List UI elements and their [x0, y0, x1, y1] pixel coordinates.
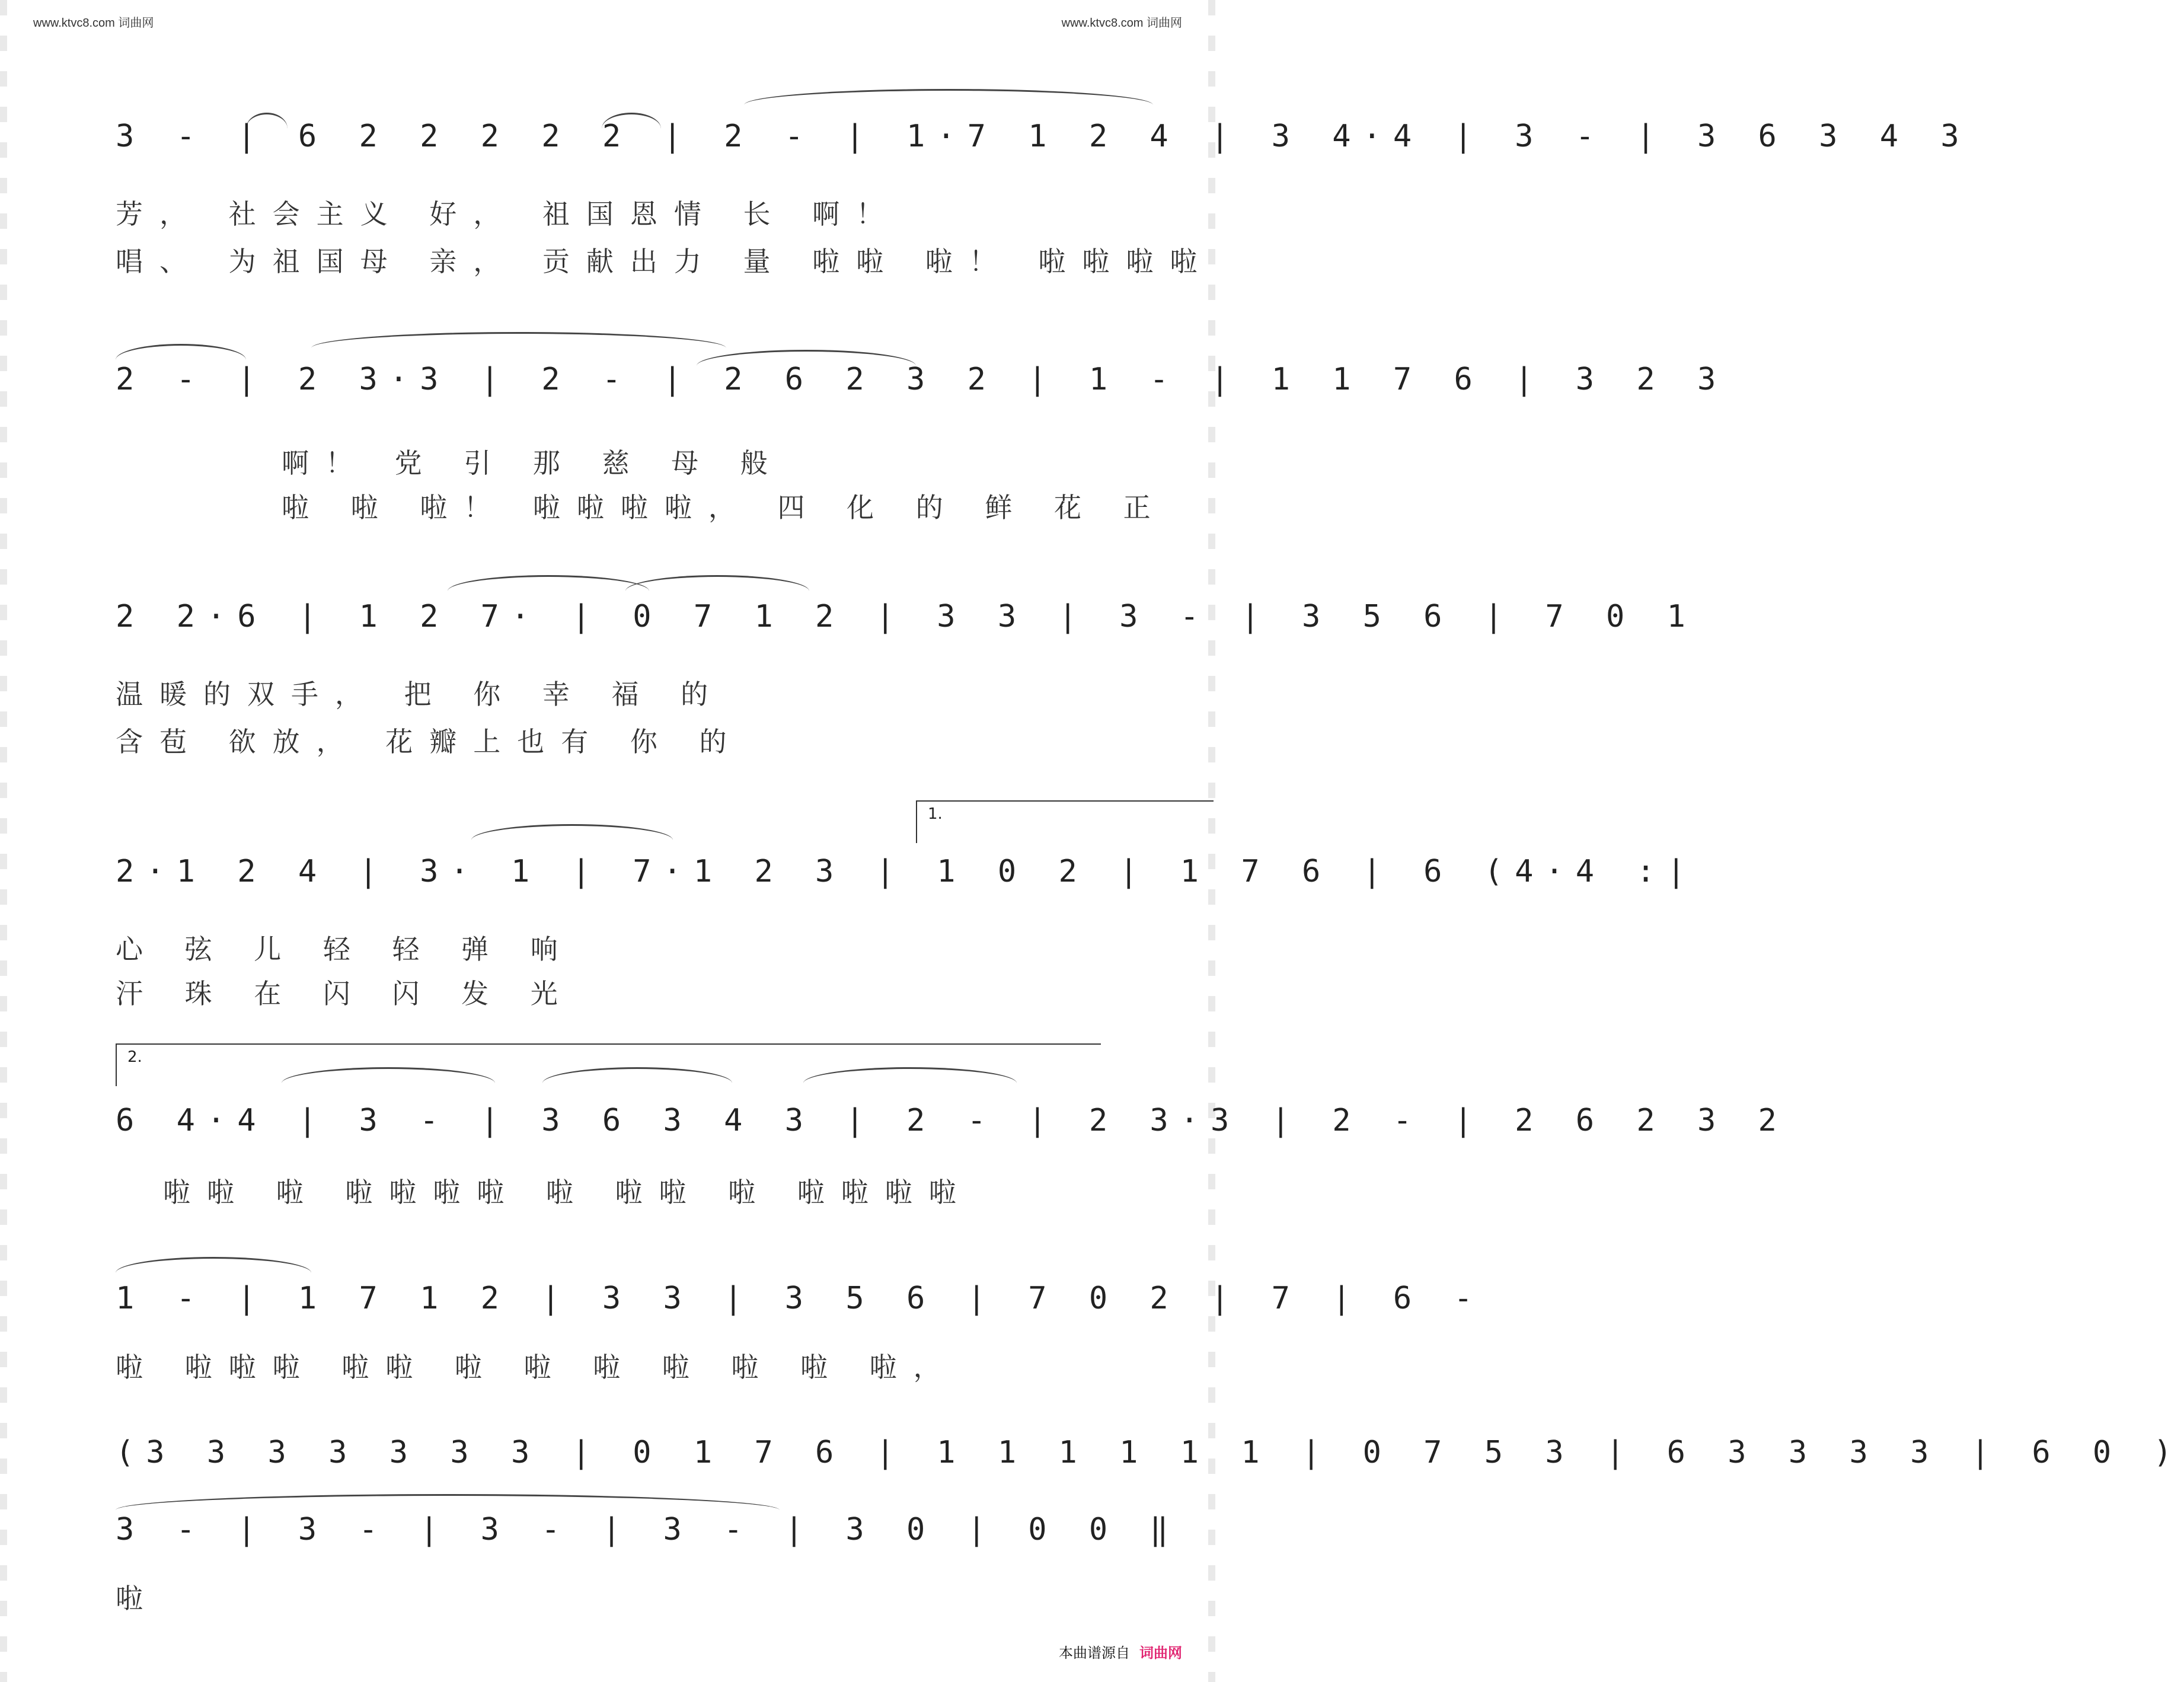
volta-label: 2. — [127, 1048, 142, 1066]
notation-line: 3 - | 3 - | 3 - | 3 - | 3 0 | 0 0 ‖ — [116, 1512, 1180, 1547]
lyric-verse-1: 温暖的双手， 把 你 幸 福 的 — [116, 678, 725, 710]
notation-line: 2 - | 2 3·3 | 2 - | 2 6 2 3 2 | 1 - | 1 1 7 6 | 3 2 3 — [116, 362, 1728, 397]
score-system-2 — [116, 332, 1728, 528]
header-site-left: www.ktvc8.com 词曲网 — [33, 17, 154, 30]
notation-line: 2 2·6 | 1 2 7· | 0 7 1 2 | 3 3 | 3 - | 3 5 6 | 7 0 1 — [116, 599, 1697, 634]
score-system-3 — [116, 569, 1697, 765]
notation-line: (3 3 3 3 3 3 3 | 0 1 7 6 | 1 1 1 1 1 1 | 0 7 5 3 | 6 3 3 3 3 | 6 0 ) — [116, 1435, 2184, 1470]
footer-brand-link[interactable]: 词曲网 — [1139, 1645, 1182, 1661]
slur — [116, 1257, 311, 1273]
volta-label: 1. — [928, 805, 943, 823]
notation-line: 6 4·4 | 3 - | 3 6 3 4 3 | 2 - | 2 3·3 | 2 - | 2 6 2 3 2 — [116, 1103, 1789, 1138]
left-watermark-strip — [0, 0, 7, 1682]
slur — [116, 344, 246, 360]
lyric-verse-2: 含苞 欲放， 花瓣上也有 你 的 — [116, 726, 743, 758]
score-system-4 — [116, 800, 1697, 1014]
volta-bracket — [916, 800, 1214, 843]
slur — [116, 1494, 780, 1510]
lyric-verse-1: 芳， 社会主义 好， 祖国恩情 长 啊！ — [116, 198, 901, 230]
notation-line: 2·1 2 4 | 3· 1 | 7·1 2 3 | 1 0 2 | 1 7 6 | 6 (4·4 :| — [116, 854, 1697, 889]
slur — [311, 332, 726, 348]
footer-source-label: 本曲谱源自 — [1059, 1645, 1130, 1661]
notation-line: 3 - | 6 2 2 2 2 2 | 2 - | 1·7 1 2 4 | 3 4·4 | 3 - | 3 6 3 4 3 — [116, 119, 1971, 154]
header-site-right: www.ktvc8.com 词曲网 — [1061, 17, 1182, 30]
score-system-5 — [116, 1043, 1789, 1221]
slur — [448, 575, 649, 591]
slur — [744, 89, 1153, 105]
lyric-verse-1: 心 弦 儿 轻 轻 弹 响 — [116, 933, 574, 965]
lyric-verse-1: 啦 — [116, 1582, 159, 1614]
score-system-8 — [116, 1494, 1180, 1624]
lyric-verse-1: 啦啦 啦 啦啦啦啦 啦 啦啦 啦 啦啦啦啦 — [163, 1176, 973, 1208]
lyric-verse-2: 唱、 为祖国母 亲， 贡献出力 量 啦啦 啦！ 啦啦啦啦 — [116, 245, 1214, 277]
notation-line: 1 - | 1 7 1 2 | 3 3 | 3 5 6 | 7 0 2 | 7 | 6 - — [116, 1281, 1484, 1316]
lyric-verse-1: 啊！ 党 引 那 慈 母 般 — [282, 447, 784, 479]
slur — [625, 575, 809, 591]
footer-source — [1059, 1641, 1182, 1662]
score-system-1 — [116, 89, 1971, 277]
slur — [471, 824, 673, 840]
lyric-verse-2: 啦 啦 啦！ 啦啦啦啦， 四 化 的 鲜 花 正 — [282, 491, 1167, 524]
lyric-verse-2: 汗 珠 在 闪 闪 发 光 — [116, 978, 574, 1010]
score-system-6 — [116, 1257, 1484, 1399]
score-system-7 — [116, 1423, 2184, 1488]
lyric-verse-1: 啦 啦啦啦 啦啦 啦 啦 啦 啦 啦 啦 啦， — [116, 1351, 957, 1383]
